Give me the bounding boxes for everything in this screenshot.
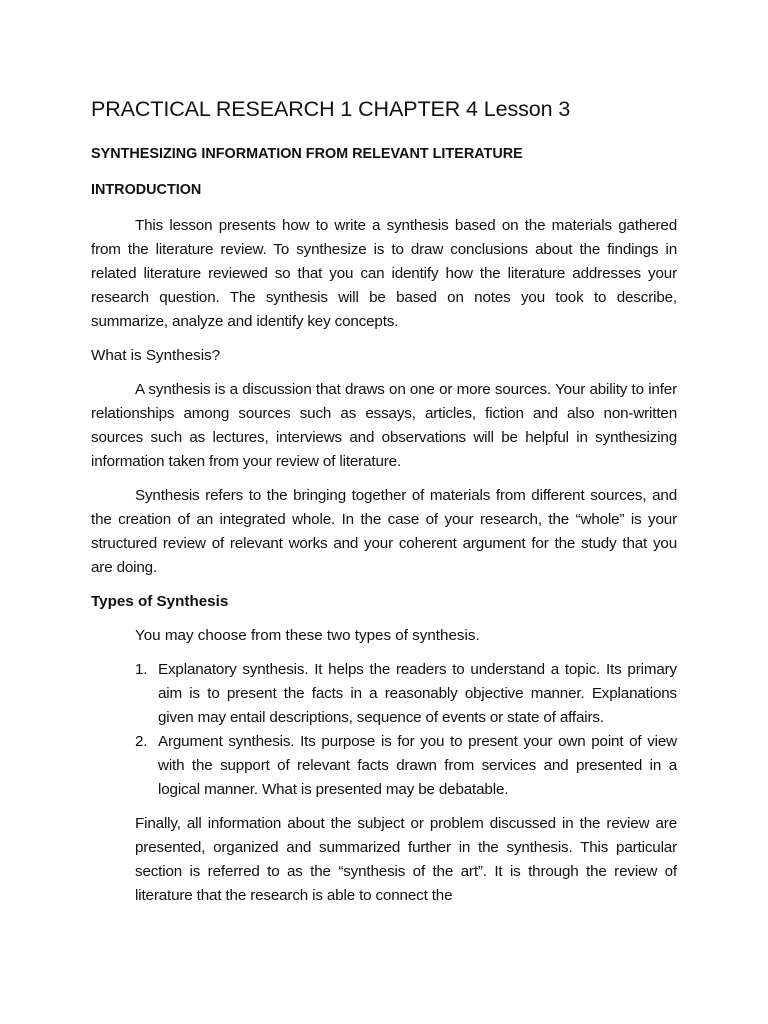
closing-paragraph: Finally, all information about the subject or problem discussed in the review are presented, organized and summarized further in the synthesis. This particular section is referred to as the “synthesis of the art”. It is through the review of literature that the research is able to connect the <box>135 815 677 904</box>
synthesis-paragraph: Synthesis refers to the bringing together of materials from different sources, and the creation of an integrated whole. In the case of your research, the “whole” is your structured review of relevant works and your coherent argument for the study that you are doing. <box>91 487 677 576</box>
definition-paragraph: A synthesis is a discussion that draws on one or more sources. Your ability to infer relationships among sources such as essays, articles, fiction and also non-written sources such as lectures, interviews and observations will be helpful in synthesizing information taken from your review of literature. <box>91 381 677 470</box>
list-item-text: Argument synthesis. Its purpose is for you to present your own point of view with the support of relevant facts drawn from services and presented in a logical manner. What is presented may be debatable. <box>158 733 677 798</box>
intro-paragraph: This lesson presents how to write a synthesis based on the materials gathered from the literature review. To synthesize is to draw conclusions about the findings in related literature reviewed so that you can identify how the literature addresses your research question. The synthesis will be based on notes you took to describe, summarize, analyze and identify key concepts. <box>91 217 677 330</box>
list-item-number: 1. <box>135 661 148 678</box>
page-title: PRACTICAL RESEARCH 1 CHAPTER 4 Lesson 3 <box>91 97 571 121</box>
list-item <box>135 730 677 802</box>
types-heading: Types of Synthesis <box>91 593 229 610</box>
synthesis-question: What is Synthesis? <box>91 347 221 364</box>
types-intro: You may choose from these two types of synthesis. <box>135 627 480 644</box>
intro-heading: INTRODUCTION <box>91 182 202 198</box>
lesson-subtitle: SYNTHESIZING INFORMATION FROM RELEVANT LITERATURE <box>91 146 523 162</box>
list-item-text: Explanatory synthesis. It helps the readers to understand a topic. Its primary aim is to present the facts in a reasonably objective manner. Explanations given may entail descriptions, sequence of events or state of affairs. <box>158 661 677 726</box>
list-item-number: 2. <box>135 733 148 750</box>
document-page <box>91 92 677 918</box>
list-item <box>135 658 677 730</box>
types-list <box>135 658 677 802</box>
